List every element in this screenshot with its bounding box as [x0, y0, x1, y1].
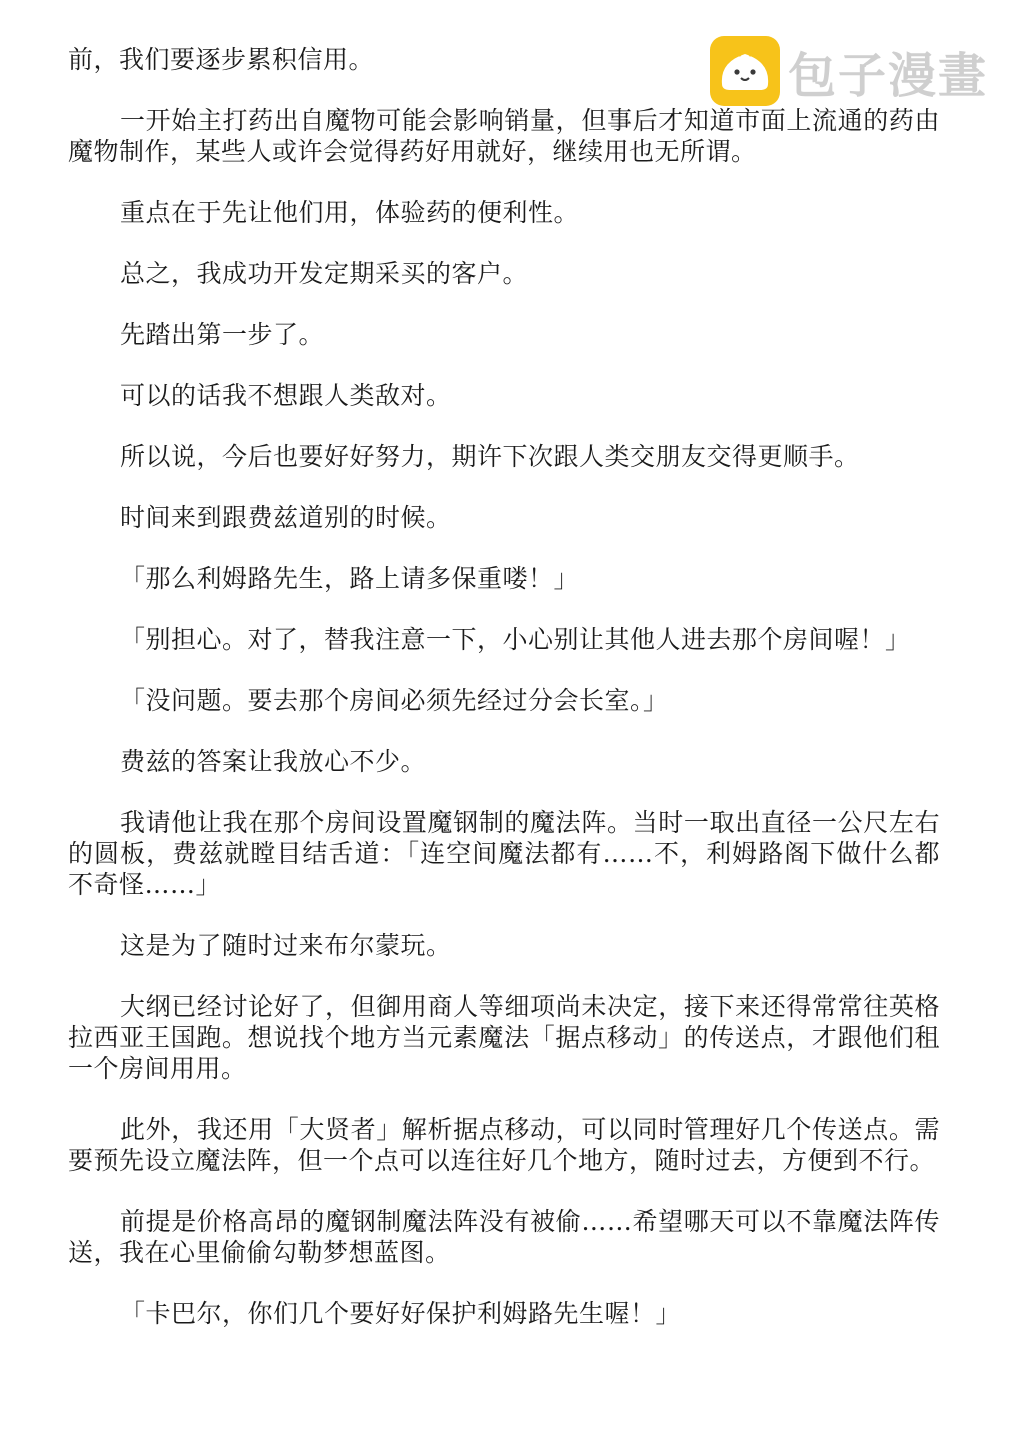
novel-page: [68, 44, 940, 1329]
paragraph: 我请他让我在那个房间设置魔钢制的魔法阵。当时一取出直径一公尺左右的圆板，费兹就瞠目结舌道：「连空间魔法都有……不，利姆路阁下做什么都不奇怪……」: [68, 808, 940, 899]
paragraph: 大纲已经讨论好了，但御用商人等细项尚未决定，接下来还得常常往英格拉西亚王国跑。想说找个地方当元素魔法「据点移动」的传送点，才跟他们租一个房间用用。: [68, 992, 940, 1083]
brand-name: 包子漫畫: [788, 47, 989, 104]
paragraph: 所以说，今后也要好好努力，期许下次跟人类交朋友交得更顺手。: [120, 442, 860, 471]
paragraph: 总之，我成功开发定期采买的客户。: [120, 259, 529, 288]
paragraph: 前提是价格高昂的魔钢制魔法阵没有被偷……希望哪天可以不靠魔法阵传送，我在心里偷偷勾勒梦想蓝图。: [68, 1207, 940, 1267]
paragraph: 这是为了随时过来布尔蒙玩。: [120, 931, 452, 960]
dialogue-line: 「卡巴尔，你们几个要好好保护利姆路先生喔！」: [120, 1299, 682, 1328]
paragraph: 时间来到跟费兹道别的时候。: [120, 503, 452, 532]
paragraph: 先踏出第一步了。: [120, 320, 325, 349]
paragraph: 前，我们要逐步累积信用。: [68, 45, 375, 74]
paragraph: 此外，我还用「大贤者」解析据点移动，可以同时管理好几个传送点。需要预先设立魔法阵，但一个点可以连往好几个地方，随时过去，方便到不行。: [68, 1115, 940, 1175]
dialogue-line: 「别担心。对了，替我注意一下，小心别让其他人进去那个房间喔！」: [120, 625, 911, 654]
dialogue-line: 「没问题。要去那个房间必须先经过分会长室。」: [120, 686, 669, 715]
paragraph: 重点在于先让他们用，体验药的便利性。: [120, 198, 580, 227]
paragraph: 一开始主打药出自魔物可能会影响销量，但事后才知道市面上流通的药由魔物制作，某些人或许会觉得药好用就好，继续用也无所谓。: [68, 106, 940, 166]
dialogue-line: 「那么利姆路先生，路上请多保重喽！」: [120, 564, 580, 593]
paragraph: 费兹的答案让我放心不少。: [120, 747, 427, 776]
paragraph: 可以的话我不想跟人类敌对。: [120, 381, 452, 410]
